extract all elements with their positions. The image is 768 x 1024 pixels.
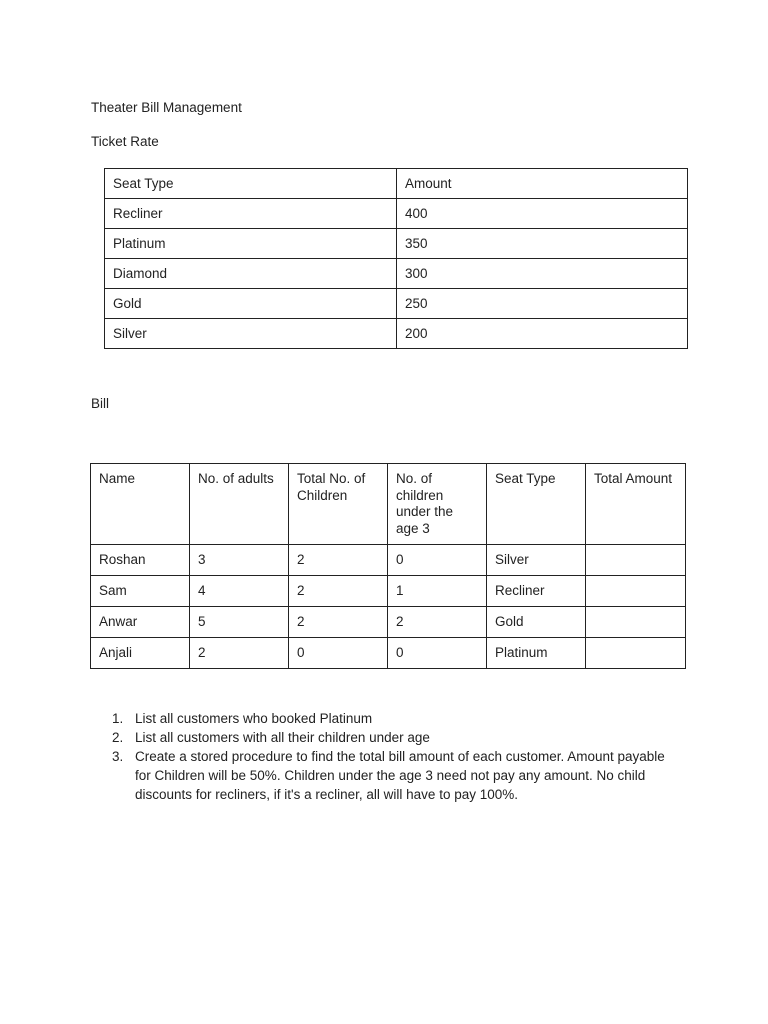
list-item-text: Create a stored procedure to find the total bill amount of each customer. Amount payable for Children will be 50%. Children under the age 3 need not pay any amount. No child discounts for recliners, if it's a recliner, all will have to pay 100%. [135,749,665,802]
list-item [112,709,684,728]
table-cell: 400 [397,199,688,229]
table-cell: 3 [190,545,289,576]
table-cell: 0 [388,638,487,669]
table-row [105,319,688,349]
table-cell: 200 [397,319,688,349]
bill-heading: Bill [91,396,110,411]
list-item-number: 1. [112,711,124,726]
ticket-rate-table [104,168,688,349]
table-cell: 1 [388,576,487,607]
table-cell: Recliner [487,576,586,607]
table-cell: Gold [487,607,586,638]
table-cell: Silver [105,319,397,349]
table-header-row [105,169,688,199]
table-cell: 4 [190,576,289,607]
list-item [112,728,684,747]
table-cell: 300 [397,259,688,289]
table-cell: 0 [388,545,487,576]
bill-table [90,463,686,669]
column-header: Seat Type [487,464,586,545]
table-cell: 2 [289,545,388,576]
table-cell: Roshan [91,545,190,576]
table-cell [586,576,686,607]
question-list [112,709,684,804]
ticket-rate-heading: Ticket Rate [91,134,159,149]
table-row [91,545,686,576]
list-item-text: List all customers who booked Platinum [135,711,373,726]
table-cell: Gold [105,289,397,319]
table-cell: Platinum [105,229,397,259]
table-cell: Silver [487,545,586,576]
column-header: Amount [397,169,688,199]
table-row [91,576,686,607]
table-cell [586,607,686,638]
table-cell: 2 [289,576,388,607]
list-item-text: List all customers with all their children under age [135,730,430,745]
column-header: Seat Type [105,169,397,199]
table-row [105,259,688,289]
table-cell [586,638,686,669]
table-cell: 2 [289,607,388,638]
column-header: Total No. of Children [289,464,388,545]
table-cell: 5 [190,607,289,638]
document-title: Theater Bill Management [91,100,242,115]
table-cell: Anjali [91,638,190,669]
table-cell: Diamond [105,259,397,289]
table-cell: 250 [397,289,688,319]
column-header: No. of adults [190,464,289,545]
table-cell: Anwar [91,607,190,638]
table-cell: 350 [397,229,688,259]
table-row [91,607,686,638]
table-cell: Recliner [105,199,397,229]
column-header: No. of children under the age 3 [388,464,487,545]
table-row [105,199,688,229]
table-cell: 2 [388,607,487,638]
table-header-row [91,464,686,545]
table-cell: 0 [289,638,388,669]
table-cell: Platinum [487,638,586,669]
table-row [105,229,688,259]
table-row [91,638,686,669]
column-header: Name [91,464,190,545]
list-item-number: 3. [112,749,124,764]
column-header: Total Amount [586,464,686,545]
list-item [112,747,684,804]
table-cell: Sam [91,576,190,607]
table-row [105,289,688,319]
table-cell: 2 [190,638,289,669]
list-item-number: 2. [112,730,124,745]
table-cell [586,545,686,576]
